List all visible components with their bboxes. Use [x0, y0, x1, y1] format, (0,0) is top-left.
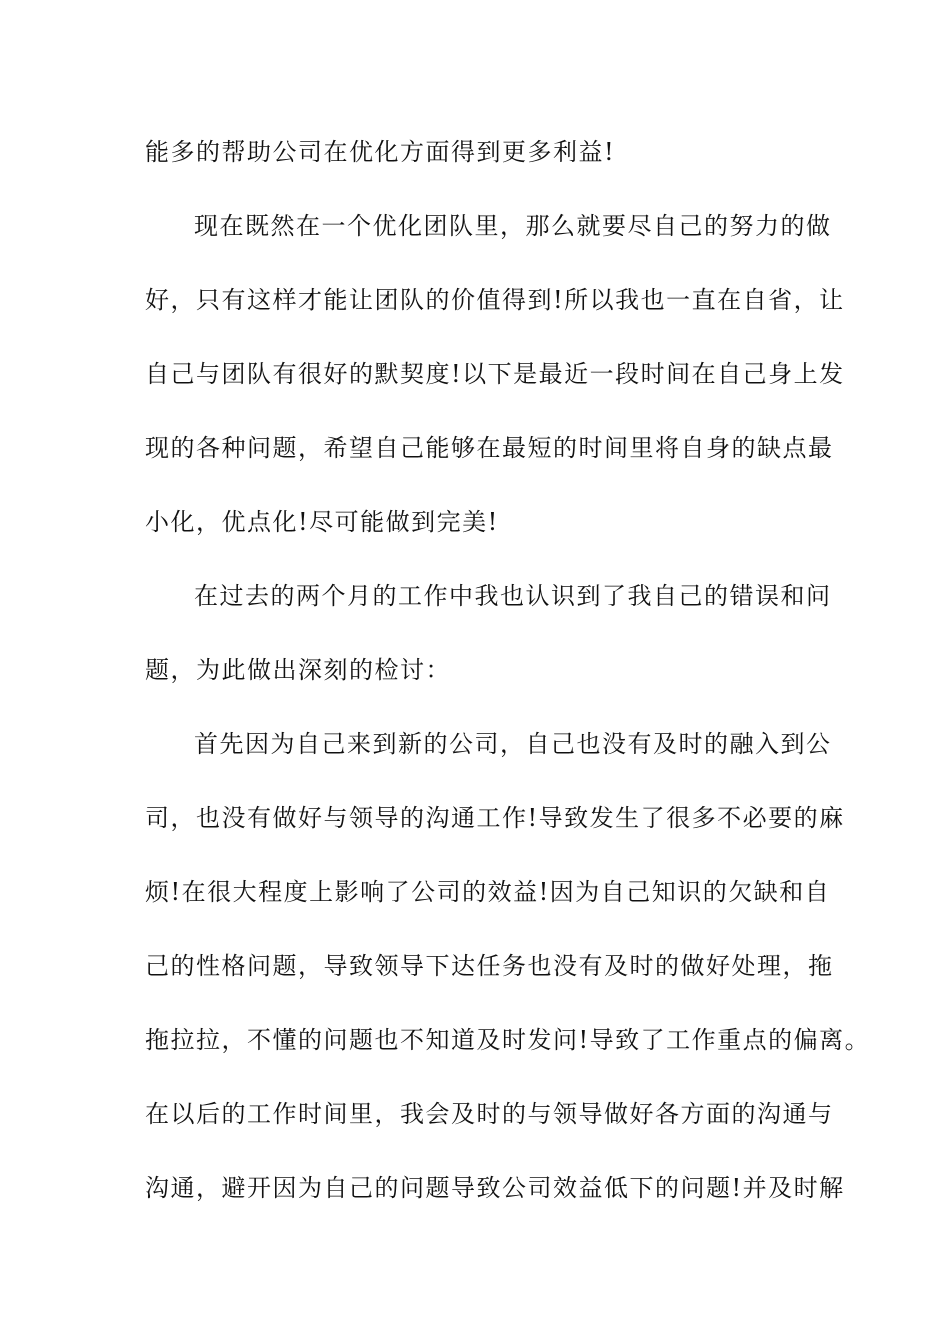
text-line: 小化，优点化!尽可能做到完美! — [145, 508, 499, 536]
text-line: 在以后的工作时间里，我会及时的与领导做好各方面的沟通与 — [145, 1100, 834, 1128]
paragraph-first-line: 首先因为自己来到新的公司，自己也没有及时的融入到公 — [194, 730, 832, 758]
text-line: 能多的帮助公司在优化方面得到更多利益! — [145, 138, 616, 166]
text-line: 己的性格问题，导致领导下达任务也没有及时的做好处理，拖 — [145, 952, 834, 980]
paragraph-first-line: 现在既然在一个优化团队里，那么就要尽自己的努力的做 — [194, 212, 832, 240]
text-line: 自己与团队有很好的默契度!以下是最近一段时间在自己身上发 — [145, 360, 845, 388]
text-line: 题，为此做出深刻的检讨： — [145, 656, 451, 684]
paragraph-first-line: 在过去的两个月的工作中我也认识到了我自己的错误和问 — [194, 582, 832, 610]
text-line: 现的各种问题，希望自己能够在最短的时间里将自身的缺点最 — [145, 434, 834, 462]
text-line: 拖拉拉，不懂的问题也不知道及时发问!导致了工作重点的偏离。 — [145, 1026, 871, 1054]
text-line: 沟通，避开因为自己的问题导致公司效益低下的问题!并及时解 — [145, 1174, 845, 1202]
text-line: 好，只有这样才能让团队的价值得到!所以我也一直在自省，让 — [145, 286, 845, 314]
text-line: 司，也没有做好与领导的沟通工作!导致发生了很多不必要的麻 — [145, 804, 845, 832]
text-line: 烦!在很大程度上影响了公司的效益!因为自己知识的欠缺和自 — [145, 878, 831, 906]
